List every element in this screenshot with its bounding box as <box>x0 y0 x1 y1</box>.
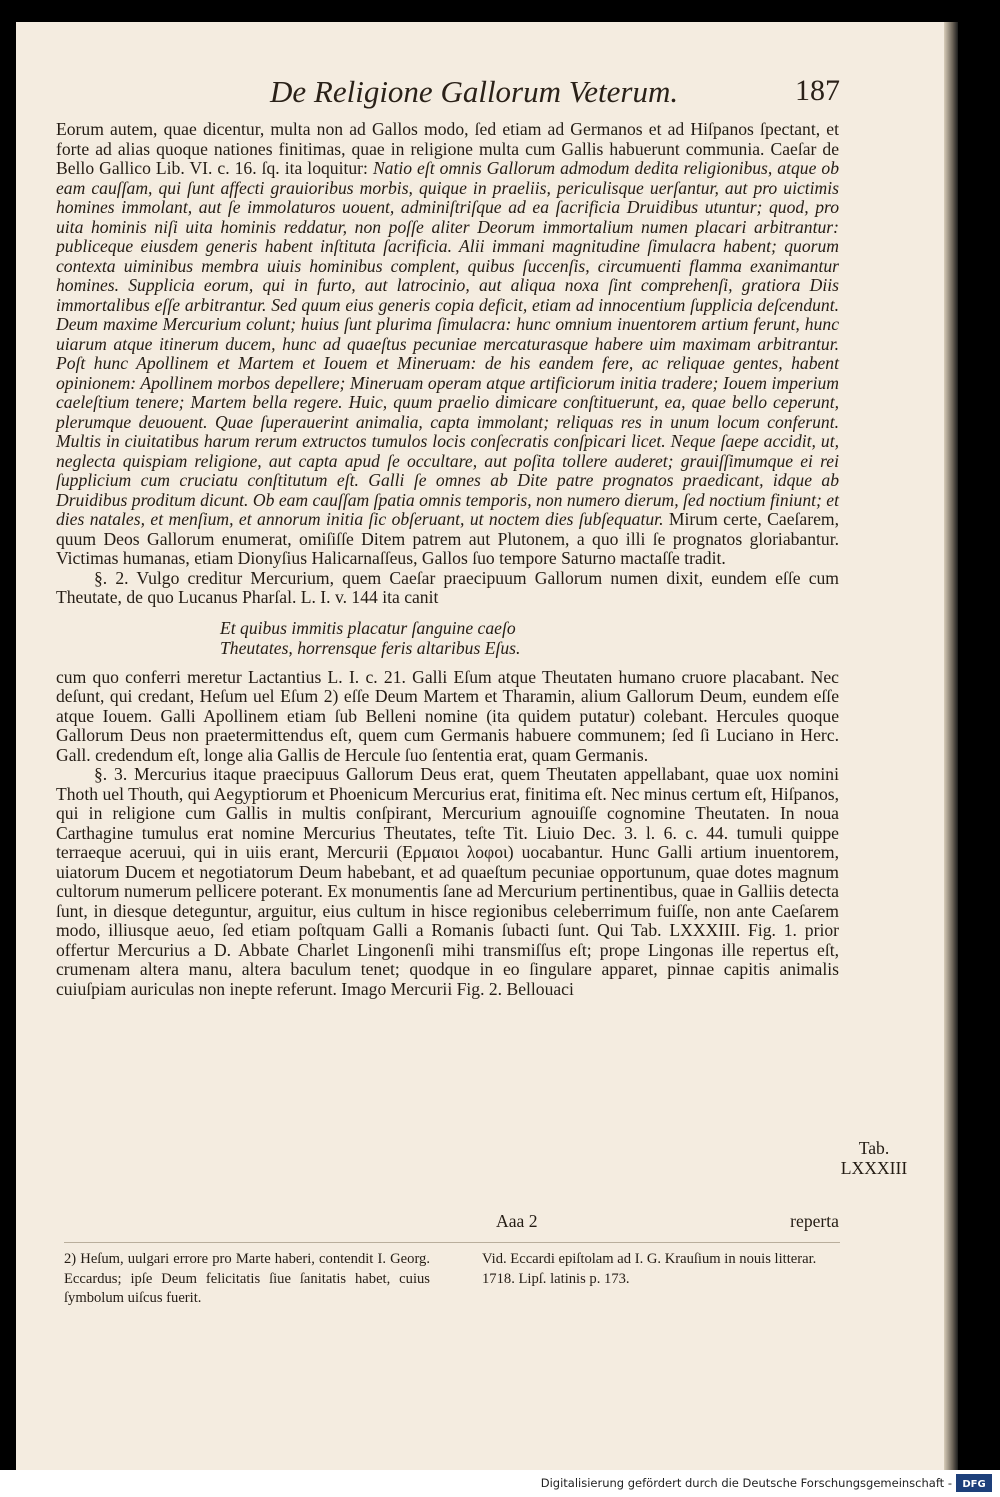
viewer-top-bar <box>0 0 1000 18</box>
catchword: reperta <box>790 1211 839 1231</box>
signature-mark: Aaa 2 <box>496 1211 538 1231</box>
paragraph-intro <box>56 120 839 569</box>
running-title: De Religione Gallorum Veterum. <box>270 74 679 109</box>
main-text <box>56 120 839 999</box>
verse-line-1: Et quibus immitis placatur ſanguine caeſo <box>220 617 516 638</box>
margin-note-line-2: LXXXIII <box>840 1158 908 1178</box>
margin-note-line-1: Tab. <box>858 1138 890 1158</box>
footnote-2: 2) Heſum, uulgari errore pro Marte haberi, contendit I. Georg. Eccardus; ipſe Deum felicitatis ſiue ſanitatis habet, cuius ſymbolum uiſcus fuerit. <box>64 1251 430 1306</box>
page-edge-shadow <box>944 22 958 1470</box>
section-3: §. 3. Mercurius itaque praecipuus Gallorum Deus erat, quem Theutaten appellabant, quae uox nomini Thoth uel Thouth, qui Aegyptiorum et Phoenicum Mercurius erat, finitima eſt. Nec minus certum eſt, Hiſpanos, qui in religione cum Gallis in multis conſpirant, Mercurium agnouiſſe cognomine Theutaten. In noua Carthagine tumulus erat nomine Mercurius Theutates, teſte Tit. Liuio Dec. 3. l. 6. c. 44. tumuli quippe terraeque aceruui, qui in uiis erant, Mercurii (Ερμαιοι λοφοι) uocabantur. Hunc Galli artium inuentorem, uiatorum Ducem et negotiatorum Deum habebant, et ad quaeſtum pecuniae opportunum, quae dotes magnum cultorum numerum pellicere poterant. Ex monumentis ſane ad Mercurium pertinentibus, quae in Galliis detecta ſunt, in diesque deteguntur, arguitur, eius cultum in hisce regionibus celeberrimum fuiſſe, non ante Caeſarem modo, illiusque aeuo, ſed etiam poſtquam Galli a Romanis ſubacti ſunt. Qui Tab. LXXXIII. Fig. 1. prior offertur Mercurius a D. Abbate Charlet Lingonenſi mihi transmiſſus eſt; prope Lingonas ille repertus eſt, crumenam altera manu, altera baculum tenet; quodque in eo ſingulare apparet, pinnae capitis animalis cuiuſpiam auriculas non inepte referunt. Imago Mercurii Fig. 2. Bellouaci <box>56 764 839 999</box>
caesar-quotation: Natio eſt omnis Gallorum admodum dedita religionibus, atque ob eam cauſſam, qui ſunt affecti grauioribus morbis, quique in praeliis, periculisque uerſantur, aut pro uictimis homines immolant, aut ſe immolaturos uouent, adminiſtriſque ad ea ſacrificia Druidibus utuntur; quod, pro uita hominis niſi uita hominis reddatur, non poſſe aliter Deorum immortalium numen placari arbitrantur: publiceque eiusdem generis habent inſtituta ſacrificia. Alii immani magnitudine ſimulacra habent; quorum contexta uiminibus membra uiuis hominibus complent, quibus ſuccenſis, circumuenti flamma exanimantur homines. Supplicia eorum, qui in furto, aut latrocinio, aut aliqua noxa ſint comprehenſi, gratiora Diis immortalibus eſſe arbitrantur. Sed quum eius generis copia deficit, etiam ad innocentium ſupplicia deſcendunt. Deum maxime Mercurium colunt; huius ſunt plurima ſimulacra: hunc omnium inuentorem artium ferunt, hunc uiarum atque itinerum ducem, hunc ad quaeſtus pecuniae mercaturasque habere uim maximam arbitrantur. Poſt hunc Apollinem et Martem et Iouem et Mineruam: de his eandem fere, ac reliquae gentes, habent opinionem: Apollinem morbos depellere; Mineruam operam atque artificiorum initia tradere; Iouem imperium caeleſtium tenere; Martem bella regere. Huic, quum praelio dimicare conſtituerunt, ea, quae bello ceperunt, plerumque deuouent. Quae ſuperauerint animalia, capta immolant; reliquas res in unum locum conferunt. Multis in ciuitatibus harum rerum extructos tumulos locis conſecratis conſpicari licet. Neque ſaepe accidit, ut, neglecta quispiam religione, aut capta apud ſe occultare, aut poſita tollere auderet; grauiſſimumque ei rei ſupplicium cum cruciatu conſtitutum eſt. Galli ſe omnes ab Dite patre prognatos praedicant, idque ab Druidibus proditum dicunt. Ob eam cauſſam ſpatia omnis temporis, non numero dierum, ſed noctium finiunt; et dies natales, et menſium, et annorum initia ſic obſeruant, ut noctem dies ſubſequatur. <box>56 158 839 529</box>
intro-conclusion: Mirum certe, Caeſarem, quum Deos Gallorum enumerat, omiſiſſe Ditem patrem aut Plutonem, a quo illi ſe prognatos gloriabantur. Victimas humanas, etiam Dionyſius Halicarnaſſeus, Gallos ſuo tempore Saturno mactaſſe tradit. <box>56 509 839 568</box>
footnote-2-continued: Vid. Eccardi epiſtolam ad I. G. Krauſium in nouis litterar. 1718. Lipſ. latinis p. 173. <box>482 1251 817 1287</box>
digitization-footer <box>0 1470 1000 1497</box>
section-2-continued: cum quo conferri meretur Lactantius L. I. c. 21. Galli Eſum atque Theutaten humano cruore placabant. Nec deſunt, qui credant, Heſum uel Eſum 2) eſſe Deum Martem et Tharamin, alium Gallorum Deum, eundem eſſe atque Iouem. Galli Apollinem etiam ſub Belleni nomine (ita quidem putatur) colebant. Hercules quoque Gallorum Deus non praetermittendus eſt, quem cum Germanis habuere communem; ſed ſi Luciano in Herc. Gall. credendum eſt, longe alia Gallis de Hercule ſuo ſententia erat, quam Germanis. <box>56 666 839 765</box>
page-bottom-line <box>56 1211 839 1233</box>
dfg-logo-text: DFG <box>962 1479 986 1490</box>
lucan-verse <box>56 618 839 658</box>
funding-notice: Digitalisierung gefördert durch die Deutsche Forschungsgemeinschaft - <box>540 1476 952 1490</box>
section-2: §. 2. Vulgo creditur Mercurium, quem Caeſar praecipuum Gallorum numen dixit, eundem eſſe cum Theutate, de quo Lucanus Pharſal. L. I. v. 144 ita canit <box>56 567 839 607</box>
page-number: 187 <box>795 74 840 107</box>
footnote-divider <box>64 1242 840 1243</box>
running-header <box>270 74 840 114</box>
caesar-reference: Caeſar de Bello Gallico Lib. VI. c. 16. ſq. ita loquitur: <box>56 138 839 178</box>
intro-text: Eorum autem, quae dicentur, multa non ad Gallos modo, ſed etiam ad Germanos et ad Hiſpanos ſpectant, et forte ad alias quoque nationes finitimas, quae in religione multa cum Gallis habuerunt communia. <box>56 119 839 159</box>
footnotes <box>64 1250 840 1314</box>
dfg-logo-icon <box>956 1474 992 1492</box>
verse-line-2: Theutates, horrensque feris altaribus Eſus. <box>220 637 521 658</box>
margin-plate-reference <box>834 1138 914 1178</box>
